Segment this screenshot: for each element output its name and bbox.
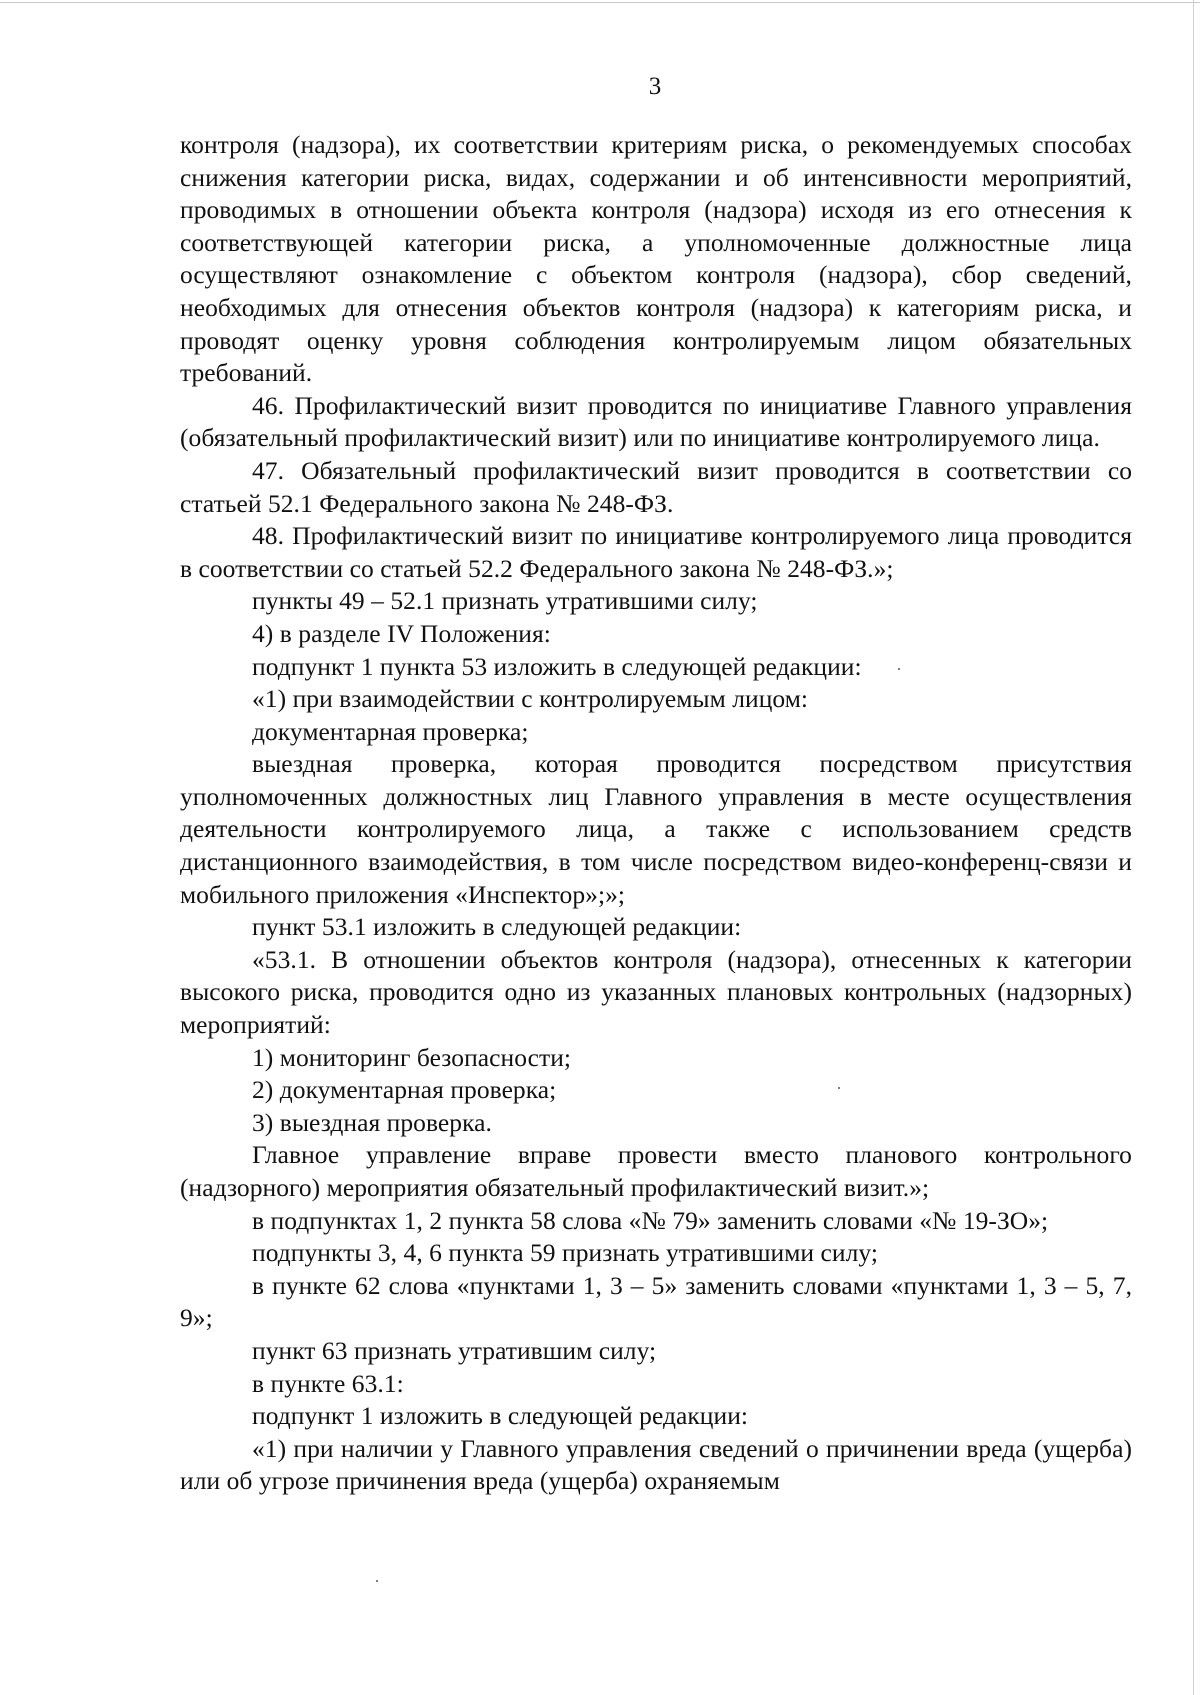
paragraph: выездная проверка, которая проводится посредством присутствия уполномоченных должностных лиц Главного управления в месте осуществления деятельности контролируемого лица, а также с использованием средств дистанционного взаимодействия, в том числе посредством видео-конференц-связи и мобильного приложения «Инспектор»;»; [180,749,1132,909]
scan-top-edge [0,2,1200,3]
document-body [180,129,1132,1498]
paragraph: документарная проверка; [252,716,529,746]
paragraph: подпункт 1 пункта 53 изложить в следующей редакции: [252,651,862,681]
paragraph: «1) при наличии у Главного управления сведений о причинении вреда (ущерба) или об угрозе причинения вреда (ущерба) охраняемым [180,1433,1132,1496]
scan-right-edge [1193,0,1194,1695]
paragraph: пункт 53.1 изложить в следующей редакции: [252,912,742,942]
paragraph-item-47: 47. Обязательный профилактический визит проводится в соответствии со статьей 52.1 Федерального закона № 248-ФЗ. [180,455,1132,518]
paragraph-item-53-1: «53.1. В отношении объектов контроля (надзора), отнесенных к категории высокого риска, проводится одно из указанных плановых контрольных (надзорных) мероприятий: [180,944,1132,1040]
page-number: 3 [648,73,662,100]
paragraph: пункты 49 – 52.1 признать утратившими силу; [252,586,758,616]
paragraph-continuation: контроля (надзора), их соответствии критериям риска, о рекомендуемых способах снижения категории риска, видах, содержании и об интенсивности мероприятий, проводимых в отношении объекта контроля (надзора) исходя из его отнесения к соответствующей категории риска, а уполномоченные должностные лица осуществляют ознакомление с объектом контроля (надзора), сбор сведений, необходимых для отнесения объектов контроля (надзора) к категориям риска, и проводят оценку уровня соблюдения контролируемым лицом обязательных требований. [180,130,1132,388]
scan-speck [898,668,900,670]
paragraph: подпункты 3, 4, 6 пункта 59 признать утратившими силу; [252,1238,878,1268]
paragraph: в пункте 63.1: [252,1368,404,1398]
paragraph: пункт 63 признать утратившим силу; [252,1335,657,1365]
paragraph: «1) при взаимодействии с контролируемым лицом: [252,684,809,714]
scan-speck [376,1580,378,1582]
paragraph: 4) в разделе IV Положения: [252,618,551,648]
paragraph: в подпунктах 1, 2 пункта 58 слова «№ 79» заменить словами «№ 19-ЗО»; [252,1205,1049,1235]
list-item: 3) выездная проверка. [252,1107,492,1137]
paragraph-item-48: 48. Профилактический визит по инициативе контролируемого лица проводится в соответствии со статьей 52.2 Федерального закона № 248-ФЗ.»; [180,521,1132,583]
paragraph: Главное управление вправе провести вместо планового контрольного (надзорного) мероприятия обязательный профилактический визит.»; [180,1140,1132,1202]
scan-speck [838,1087,840,1089]
paragraph: подпункт 1 изложить в следующей редакции: [252,1401,749,1431]
list-item: 2) документарная проверка; [252,1075,557,1105]
list-item: 1) мониторинг безопасности; [252,1042,572,1072]
paragraph: в пункте 62 слова «пунктами 1, 3 – 5» заменить словами «пунктами 1, 3 – 5, 7, 9»; [180,1270,1132,1333]
paragraph-item-46: 46. Профилактический визит проводится по инициативе Главного управления (обязательный профилактический визит) или по инициативе контролируемого лица. [180,390,1132,453]
